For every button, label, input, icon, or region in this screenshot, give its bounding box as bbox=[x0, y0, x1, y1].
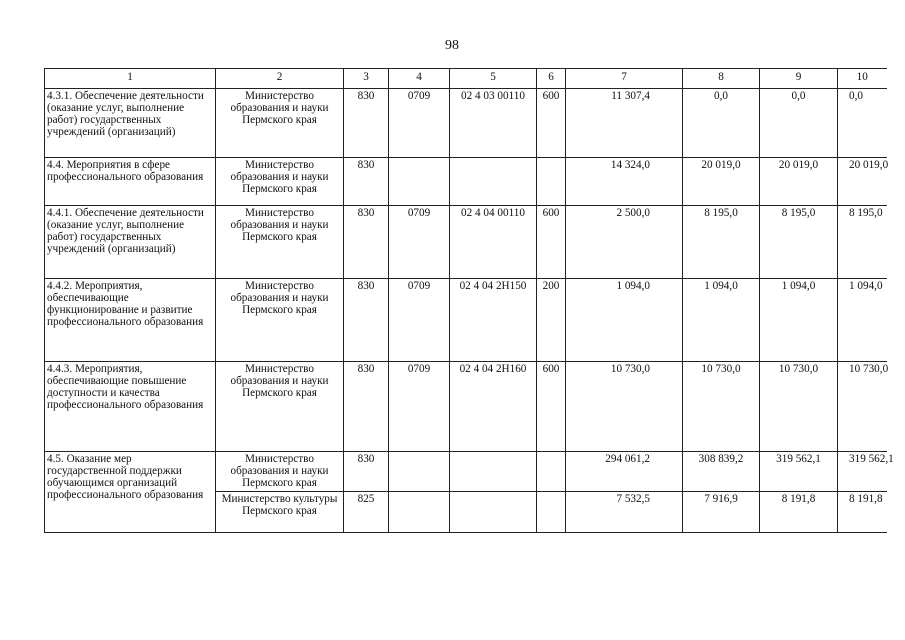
ministry-code: 830 bbox=[344, 362, 389, 452]
item-name: 4.4.1. Обеспечение деятельности (оказание услуг, выполнение работ) государственных учреждений (организаций) bbox=[45, 206, 216, 279]
amount-col-10: 10 730,0 bbox=[838, 362, 887, 452]
section-code: 0709 bbox=[389, 279, 450, 362]
organization-name: Министерство образования и науки Пермского края bbox=[216, 158, 344, 206]
amount-col-10: 8 191,8 bbox=[838, 492, 887, 533]
column-header-3: 3 bbox=[344, 69, 389, 89]
expense-type-code bbox=[537, 158, 566, 206]
amount-col-8: 10 730,0 bbox=[683, 362, 760, 452]
amount-col-7: 2 500,0 bbox=[566, 206, 683, 279]
amount-col-7: 14 324,0 bbox=[566, 158, 683, 206]
budget-table bbox=[44, 68, 894, 533]
amount-col-9: 0,0 bbox=[760, 89, 838, 158]
ministry-code: 830 bbox=[344, 279, 389, 362]
amount-col-9: 20 019,0 bbox=[760, 158, 838, 206]
table-row bbox=[45, 452, 887, 492]
table-row bbox=[45, 206, 887, 279]
amount-col-7: 1 094,0 bbox=[566, 279, 683, 362]
table-row bbox=[45, 158, 887, 206]
ministry-code: 830 bbox=[344, 452, 389, 492]
expense-type-code: 600 bbox=[537, 89, 566, 158]
header-row bbox=[45, 69, 887, 89]
amount-col-10: 1 094,0 bbox=[838, 279, 887, 362]
organization-name: Министерство образования и науки Пермского края bbox=[216, 206, 344, 279]
amount-col-9: 8 195,0 bbox=[760, 206, 838, 279]
ministry-code: 830 bbox=[344, 206, 389, 279]
item-name: 4.4.2. Мероприятия, обеспечивающие функционирование и развитие профессионального образования bbox=[45, 279, 216, 362]
amount-col-7: 294 061,2 bbox=[566, 452, 683, 492]
item-name: 4.4.3. Мероприятия, обеспечивающие повышение доступности и качества профессионального образования bbox=[45, 362, 216, 452]
amount-col-9: 319 562,1 bbox=[760, 452, 838, 492]
section-code: 0709 bbox=[389, 362, 450, 452]
column-header-8: 8 bbox=[683, 69, 760, 89]
section-code bbox=[389, 158, 450, 206]
item-name: 4.4. Мероприятия в сфере профессионального образования bbox=[45, 158, 216, 206]
ministry-code: 830 bbox=[344, 158, 389, 206]
column-header-5: 5 bbox=[450, 69, 537, 89]
amount-col-8: 7 916,9 bbox=[683, 492, 760, 533]
section-code bbox=[389, 452, 450, 492]
amount-col-9: 10 730,0 bbox=[760, 362, 838, 452]
amount-col-10: 319 562,1 bbox=[838, 452, 887, 492]
item-name: 4.3.1. Обеспечение деятельности (оказание услуг, выполнение работ) государственных учреждений (организаций) bbox=[45, 89, 216, 158]
expense-type-code: 200 bbox=[537, 279, 566, 362]
target-code: 02 4 04 2Н150 bbox=[450, 279, 537, 362]
organization-name: Министерство образования и науки Пермского края bbox=[216, 362, 344, 452]
column-header-9: 9 bbox=[760, 69, 838, 89]
expense-type-code: 600 bbox=[537, 362, 566, 452]
column-header-1: 1 bbox=[45, 69, 216, 89]
expense-type-code: 600 bbox=[537, 206, 566, 279]
organization-name: Министерство образования и науки Пермского края bbox=[216, 452, 344, 492]
column-header-10: 10 bbox=[838, 69, 887, 89]
target-code bbox=[450, 452, 537, 492]
amount-col-8: 308 839,2 bbox=[683, 452, 760, 492]
column-header-6: 6 bbox=[537, 69, 566, 89]
organization-name: Министерство образования и науки Пермского края bbox=[216, 279, 344, 362]
amount-col-8: 1 094,0 bbox=[683, 279, 760, 362]
page-number: 98 bbox=[445, 38, 459, 53]
amount-col-7: 10 730,0 bbox=[566, 362, 683, 452]
column-header-4: 4 bbox=[389, 69, 450, 89]
amount-col-9: 8 191,8 bbox=[760, 492, 838, 533]
section-code: 0709 bbox=[389, 206, 450, 279]
column-header-7: 7 bbox=[566, 69, 683, 89]
amount-col-10: 20 019,0 bbox=[838, 158, 887, 206]
amount-col-8: 20 019,0 bbox=[683, 158, 760, 206]
amount-col-10: 0,0 bbox=[838, 89, 887, 158]
column-header-2: 2 bbox=[216, 69, 344, 89]
ministry-code: 830 bbox=[344, 89, 389, 158]
target-code: 02 4 03 00110 bbox=[450, 89, 537, 158]
table-row bbox=[45, 362, 887, 452]
section-code: 0709 bbox=[389, 89, 450, 158]
expense-type-code bbox=[537, 492, 566, 533]
item-name: 4.5. Оказание мер государственной поддержки обучающимся организаций профессионального образования bbox=[45, 452, 216, 533]
amount-col-10: 8 195,0 bbox=[838, 206, 887, 279]
amount-col-7: 7 532,5 bbox=[566, 492, 683, 533]
amount-col-7: 11 307,4 bbox=[566, 89, 683, 158]
amount-col-8: 8 195,0 bbox=[683, 206, 760, 279]
target-code bbox=[450, 158, 537, 206]
organization-name: Министерство культуры Пермского края bbox=[216, 492, 344, 533]
section-code bbox=[389, 492, 450, 533]
table-row bbox=[45, 279, 887, 362]
target-code: 02 4 04 00110 bbox=[450, 206, 537, 279]
table-row bbox=[45, 89, 887, 158]
amount-col-8: 0,0 bbox=[683, 89, 760, 158]
organization-name: Министерство образования и науки Пермского края bbox=[216, 89, 344, 158]
expense-type-code bbox=[537, 452, 566, 492]
ministry-code: 825 bbox=[344, 492, 389, 533]
target-code bbox=[450, 492, 537, 533]
amount-col-9: 1 094,0 bbox=[760, 279, 838, 362]
target-code: 02 4 04 2Н160 bbox=[450, 362, 537, 452]
